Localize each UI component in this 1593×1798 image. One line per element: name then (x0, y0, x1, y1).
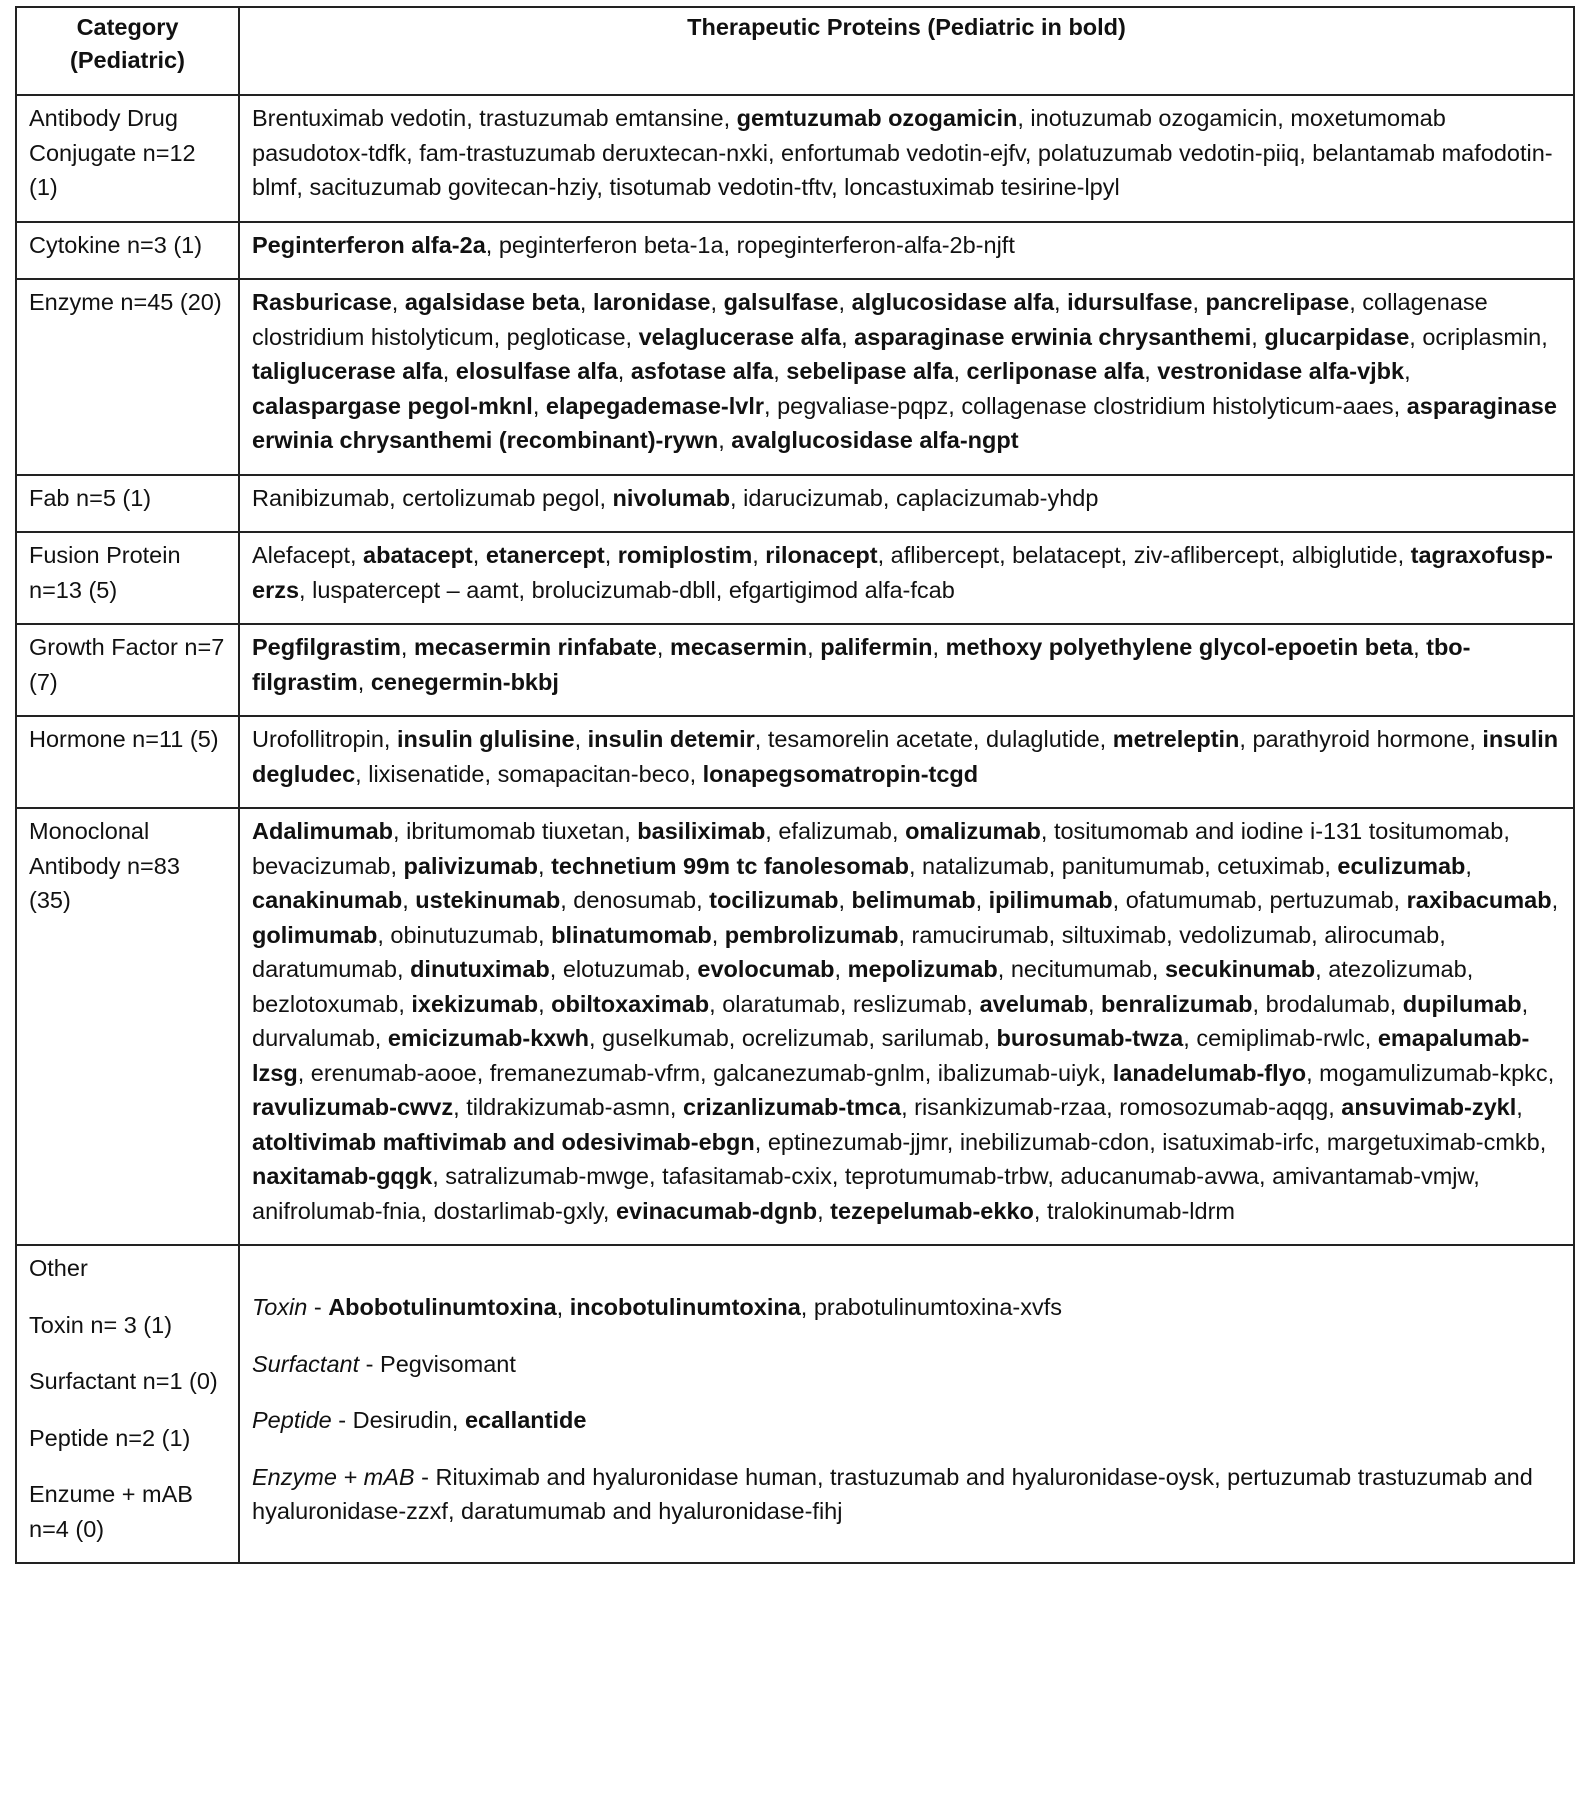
protein-name: Pegfilgrastim (252, 634, 401, 660)
protein-name: certolizumab pegol (402, 484, 600, 511)
table-row-fab (16, 475, 1574, 533)
protein-name: pegvaliase-pqpz (777, 392, 949, 419)
protein-name: daratumumab (252, 956, 397, 982)
protein-name: natalizumab (922, 852, 1049, 879)
protein-name: sebelipase alfa (786, 358, 954, 384)
table-row-fusion-protein (16, 532, 1574, 624)
proteins-cell: Alefacept, abatacept, etanercept, romiplostim, rilonacept, aflibercept, belatacept, ziv-aflibercept, albiglutide, tagraxofusp-erzs, luspatercept – aamt, brolucizumab-dbll, efgartigimod alfa-fcab (239, 532, 1574, 624)
protein-name: necitumumab (1010, 956, 1152, 982)
category-cell: Cytokine n=3 (1) (16, 222, 239, 280)
protein-name: siltuximab (1061, 921, 1167, 948)
group-label: Toxin (252, 1294, 308, 1320)
other-group-toxin: Toxin - Abobotulinumtoxina, incobotulinumtoxina, prabotulinumtoxina-xvfs (252, 1294, 1063, 1320)
protein-name: satralizumab-mwge (445, 1163, 649, 1189)
toxin-category-label: Toxin n= 3 (1) (29, 1311, 173, 1338)
protein-name: Desirudin (352, 1407, 452, 1433)
protein-name: Urofollitropin (252, 726, 384, 752)
protein-name: loncastuximab tesirine-lpyl (844, 174, 1120, 200)
protein-name: agalsidase beta (404, 289, 580, 315)
protein-name: isatuximab-irfc (1162, 1128, 1314, 1155)
protein-name: insulin degludec (252, 726, 1559, 787)
protein-name: teprotumumab-trbw (844, 1163, 1048, 1189)
protein-name: vestronidase alfa-vjbk (1157, 358, 1405, 384)
category-cell-other (16, 1245, 239, 1563)
protein-name: nivolumab (612, 484, 731, 511)
protein-name: margetuximab-cmkb (1326, 1128, 1540, 1155)
protein-name: albiglutide (1291, 542, 1398, 568)
protein-name: elotuzumab (562, 956, 685, 982)
protein-name: pegloticase (506, 323, 626, 350)
proteins-cell: Urofollitropin, insulin glulisine, insulin detemir, tesamorelin acetate, dulaglutide, metreleptin, parathyroid hormone, insulin degludec, lixisenatide, somapacitan-beco, lonapegsomatropin-tcgd (239, 716, 1574, 808)
protein-name: alirocumab (1324, 921, 1440, 948)
protein-name: palivizumab (403, 852, 539, 879)
other-group-surfactant: Surfactant - Pegvisomant (252, 1350, 516, 1377)
protein-name: trastuzumab and hyaluronidase-oysk (830, 1463, 1215, 1490)
protein-name: calaspargase pegol-mknl (252, 392, 533, 419)
protein-name: olaratumab (722, 990, 840, 1017)
protein-name: pertuzumab (1269, 887, 1394, 913)
protein-name: inebilizumab-cdon (959, 1128, 1150, 1155)
protein-name: galcanezumab-gnlm (713, 1059, 925, 1086)
protein-name: tbo-filgrastim (252, 634, 1471, 695)
protein-name: benralizumab (1101, 990, 1253, 1017)
protein-name: asparaginase erwinia chrysanthemi (recombinant)-rywn (252, 392, 1557, 453)
protein-name: alglucosidase alfa (851, 289, 1055, 315)
protein-name: moxetumomab pasudotox-tdfk (252, 105, 1446, 166)
other-groups (252, 1251, 1563, 1529)
protein-name: lanadelumab-flyo (1112, 1059, 1307, 1086)
protein-name: guselkumab (602, 1025, 729, 1051)
protein-name: efalizumab (778, 818, 893, 844)
protein-name: palifermin (820, 634, 933, 660)
protein-name: Alefacept (252, 542, 350, 568)
protein-name: peginterferon beta-1a (498, 231, 724, 258)
proteins-cell: Adalimumab, ibritumomab tiuxetan, basiliximab, efalizumab, omalizumab, tositumomab and iodine i-131 tositumomab, bevacizumab, palivizumab, technetium 99m tc fanolesomab, natalizumab, panitumumab, cetuximab, eculizumab, canakinumab, ustekinumab, denosumab, tocilizumab, belimumab, ipilimumab, ofatumumab, pertuzumab, raxibacumab, golimumab, obinutuzumab, blinatumomab, pembrolizumab, ramucirumab, siltuximab, vedolizumab, alirocumab, daratumumab, dinutuximab, elotuzumab, evolocumab, mepolizumab, necitumumab, secukinumab, atezolizumab, bezlotoxumab, ixekizumab, obiltoxaximab, olaratumab, reslizumab, avelumab, benralizumab, brodalumab, dupilumab, durvalumab, emicizumab-kxwh, guselkumab, ocrelizumab, sarilumab, burosumab-twza, cemiplimab-rwlc, emapalumab-lzsg, erenumab-aooe, fremanezumab-vfrm, galcanezumab-gnlm, ibalizumab-uiyk, lanadelumab-flyo, mogamulizumab-kpkc, ravulizumab-cwvz, tildrakizumab-asmn, crizanlizumab-tmca, risankizumab-rzaa, romosozumab-aqqg, ansuvimab-zykl, atoltivimab maftivimab and odesivimab-ebgn, eptinezumab-jjmr, inebilizumab-cdon, isatuximab-irfc, margetuximab-cmkb, naxitamab-gqgk, satralizumab-mwge, tafasitamab-cxix, teprotumumab-trbw, aducanumab-avwa, amivantamab-vmjw, anifrolumab-fnia, dostarlimab-gxly, evinacumab-dgnb, tezepelumab-ekko, tralokinumab-ldrm (239, 808, 1574, 1245)
header-row (16, 7, 1574, 95)
protein-name: avelumab (979, 990, 1088, 1017)
protein-name: technetium 99m tc fanolesomab (551, 852, 909, 879)
protein-name: risankizumab-rzaa (914, 1094, 1107, 1120)
protein-name: cenegermin-bkbj (370, 668, 559, 695)
protein-name: mecasermin (669, 634, 808, 660)
protein-name: blinatumomab (551, 921, 712, 948)
protein-name: tezepelumab-ekko (830, 1197, 1034, 1224)
protein-name: pancrelipase (1205, 289, 1350, 315)
protein-name: idursulfase (1067, 289, 1193, 315)
protein-name: eptinezumab-jjmr (767, 1128, 947, 1155)
protein-name: eculizumab (1337, 852, 1466, 879)
proteins-cell: Ranibizumab, certolizumab pegol, nivolumab, idarucizumab, caplacizumab-yhdp (239, 475, 1574, 533)
protein-name: cetuximab (1217, 852, 1325, 879)
protein-name: secukinumab (1164, 956, 1316, 982)
protein-name: polatuzumab vedotin-piiq (1037, 139, 1300, 166)
protein-name: tralokinumab-ldrm (1046, 1197, 1235, 1224)
protein-name: Abobotulinumtoxina (328, 1294, 557, 1320)
protein-name: velaglucerase alfa (638, 323, 842, 350)
protein-name: amivantamab-vmjw (1272, 1163, 1474, 1189)
protein-name: reslizumab (852, 990, 967, 1017)
protein-name: emapalumab-lzsg (252, 1025, 1530, 1086)
protein-name: aducanumab-avwa (1060, 1163, 1259, 1189)
other-group-enzyme-mab: Enzyme + mAB - Rituximab and hyaluronidase human, trastuzumab and hyaluronidase-oysk, pertuzumab trastuzumab and hyaluronidase-zzxf, daratumumab and hyaluronidase-fihj (252, 1463, 1533, 1524)
protein-name: ocrelizumab (741, 1025, 869, 1051)
protein-name: collagenase clostridium histolyticum-aaes (961, 392, 1394, 419)
protein-name: erenumab-aooe (310, 1059, 477, 1086)
category-cell: Antibody Drug Conjugate n=12 (1) (16, 95, 239, 222)
category-cell: Monoclonal Antibody n=83 (35) (16, 808, 239, 1245)
protein-name: tisotumab vedotin-tftv (609, 174, 832, 200)
protein-name: ibalizumab-uiyk (937, 1059, 1100, 1086)
protein-name: burosumab-twza (996, 1025, 1184, 1051)
protein-name: rilonacept (765, 542, 878, 568)
protein-name: caplacizumab-yhdp (895, 484, 1099, 511)
group-label: Surfactant (252, 1350, 360, 1377)
protein-name: evinacumab-dgnb (615, 1197, 818, 1224)
protein-name: anifrolumab-fnia (252, 1197, 421, 1224)
proteins-cell: Pegfilgrastim, mecasermin rinfabate, mecasermin, palifermin, methoxy polyethylene glycol-epoetin beta, tbo-filgrastim, cenegermin-bkbj (239, 624, 1574, 716)
table-row-other (16, 1245, 1574, 1563)
protein-name: tildrakizumab-asmn (466, 1094, 670, 1120)
protein-name: romosozumab-aqqg (1119, 1094, 1329, 1120)
protein-name: Brentuximab vedotin (252, 105, 467, 131)
protein-name: sacituzumab govitecan-hziy (309, 174, 597, 200)
protein-name: Pegvisomant (380, 1350, 516, 1377)
protein-name: lonapegsomatropin-tcgd (702, 760, 979, 787)
protein-name: mecasermin rinfabate (413, 634, 657, 660)
protein-name: tositumomab and iodine i-131 tositumomab (1053, 818, 1504, 844)
table-row-antibody-drug-conjugate (16, 95, 1574, 222)
protein-name: avalglucosidase alfa-ngpt (731, 427, 1019, 453)
group-label: Enzyme + mAB (252, 1463, 415, 1490)
protein-name: etanercept (485, 542, 605, 568)
protein-name: fam-trastuzumab deruxtecan-nxki (419, 139, 768, 166)
category-cell: Enzyme n=45 (20) (16, 279, 239, 475)
proteins-cell: Peginterferon alfa-2a, peginterferon beta-1a, ropeginterferon-alfa-2b-njft (239, 222, 1574, 280)
protein-name: Rasburicase (252, 289, 392, 315)
protein-name: cerliponase alfa (966, 358, 1145, 384)
protein-name: idarucizumab (743, 484, 883, 511)
protein-name: mogamulizumab-kpkc (1319, 1059, 1548, 1086)
protein-name: pembrolizumab (724, 921, 899, 948)
protein-name: ecallantide (464, 1407, 587, 1433)
table-row-monoclonal-antibody (16, 808, 1574, 1245)
protein-name: parathyroid hormone (1252, 726, 1470, 752)
therapeutic-proteins-table (15, 6, 1575, 1564)
protein-name: ziv-aflibercept (1133, 542, 1279, 568)
protein-name: durvalumab (252, 1025, 375, 1051)
protein-name: brodalumab (1265, 990, 1390, 1017)
proteins-cell-other (239, 1245, 1574, 1563)
protein-name: Rituximab and hyaluronidase human (435, 1463, 817, 1490)
protein-name: insulin glulisine (396, 726, 575, 752)
protein-name: vedolizumab (1179, 921, 1312, 948)
protein-name: dinutuximab (410, 956, 550, 982)
protein-name: belantamab mafodotin-blmf (252, 139, 1553, 200)
table-row-growth-factor (16, 624, 1574, 716)
table-row-cytokine (16, 222, 1574, 280)
protein-name: ofatumumab (1125, 887, 1257, 913)
protein-name: bezlotoxumab (252, 990, 399, 1017)
protein-name: somapacitan-beco (497, 760, 690, 787)
protein-name: raxibacumab (1406, 887, 1552, 913)
protein-name: pertuzumab trastuzumab and hyaluronidase-zzxf (252, 1463, 1533, 1524)
protein-name: crizanlizumab-tmca (682, 1094, 902, 1120)
protein-name: Ranibizumab (252, 484, 390, 511)
protein-name: incobotulinumtoxina (569, 1294, 801, 1320)
category-cell: Hormone n=11 (5) (16, 716, 239, 808)
protein-name: sarilumab (881, 1025, 984, 1051)
protein-name: lixisenatide (368, 760, 485, 787)
protein-name: bevacizumab (252, 852, 391, 879)
protein-name: asparaginase erwinia chrysanthemi (854, 323, 1252, 350)
protein-name: cemiplimab-rwlc (1196, 1025, 1365, 1051)
protein-name: mepolizumab (847, 956, 998, 982)
peptide-category-label: Peptide n=2 (1) (29, 1424, 191, 1451)
protein-name: tagraxofusp-erzs (252, 542, 1553, 603)
protein-name: collagenase clostridium histolyticum (252, 289, 1488, 350)
protein-name: tafasitamab-cxix (662, 1163, 832, 1189)
protein-name: denosumab (573, 887, 697, 913)
protein-name: obiltoxaximab (551, 990, 710, 1017)
protein-name: fremanezumab-vfrm (489, 1059, 701, 1086)
protein-name: Peginterferon alfa-2a (252, 231, 486, 258)
protein-name: ustekinumab (415, 887, 561, 913)
protein-name: trastuzumab emtansine (479, 105, 724, 131)
protein-name: taliglucerase alfa (252, 358, 443, 384)
protein-name: ansuvimab-zykl (1341, 1094, 1517, 1120)
group-label: Peptide (252, 1407, 332, 1433)
protein-name: galsulfase (723, 289, 839, 315)
protein-name: ibritumomab tiuxetan (406, 818, 625, 844)
protein-name: golimumab (252, 921, 378, 948)
protein-name: methoxy polyethylene glycol-epoetin beta (945, 634, 1414, 660)
protein-name: naxitamab-gqgk (252, 1163, 433, 1189)
proteins-cell: Rasburicase, agalsidase beta, laronidase, galsulfase, alglucosidase alfa, idursulfase, pancrelipase, collagenase clostridium histolyticum, pegloticase, velaglucerase alfa, asparaginase erwinia chrysanthemi, glucarpidase, ocriplasmin, taliglucerase alfa, elosulfase alfa, asfotase alfa, sebelipase alfa, cerliponase alfa, vestronidase alfa-vjbk, calaspargase pegol-mknl, elapegademase-lvlr, pegvaliase-pqpz, collagenase clostridium histolyticum-aaes, asparaginase erwinia chrysanthemi (recombinant)-rywn, avalglucosidase alfa-ngpt (239, 279, 1574, 475)
protein-name: evolocumab (697, 956, 835, 982)
other-category-label: Other (29, 1255, 88, 1281)
protein-name: panitumumab (1061, 852, 1205, 879)
protein-name: glucarpidase (1264, 323, 1410, 350)
protein-name: daratumumab and hyaluronidase-fihj (461, 1498, 843, 1524)
proteins-cell: Brentuximab vedotin, trastuzumab emtansine, gemtuzumab ozogamicin, inotuzumab ozogamicin, moxetumomab pasudotox-tdfk, fam-trastuzumab deruxtecan-nxki, enfortumab vedotin-ejfv, polatuzumab vedotin-piiq, belantamab mafodotin-blmf, sacituzumab govitecan-hziy, tisotumab vedotin-tftv, loncastuximab tesirine-lpyl (239, 95, 1574, 222)
category-cell: Fusion Protein n=13 (5) (16, 532, 239, 624)
protein-name: ravulizumab-cwvz (252, 1094, 454, 1120)
protein-name: laronidase (592, 289, 711, 315)
protein-name: brolucizumab-dbll (531, 576, 716, 603)
protein-name: abatacept (363, 542, 473, 568)
other-group-peptide: Peptide - Desirudin, ecallantide (252, 1407, 587, 1433)
protein-name: tesamorelin acetate (767, 726, 973, 752)
protein-name: tocilizumab (709, 887, 839, 913)
protein-name: dulaglutide (985, 726, 1100, 752)
table-row-enzyme (16, 279, 1574, 475)
protein-name: ipilimumab (988, 887, 1113, 913)
protein-name: obinutuzumab (390, 921, 539, 948)
protein-name: canakinumab (252, 887, 403, 913)
surfactant-category-label: Surfactant n=1 (0) (29, 1368, 218, 1394)
protein-name: romiplostim (617, 542, 753, 568)
protein-name: emicizumab-kxwh (387, 1025, 589, 1051)
protein-name: inotuzumab ozogamicin (1030, 105, 1278, 131)
protein-name: prabotulinumtoxina-xvfs (813, 1294, 1063, 1320)
protein-name: aflibercept (890, 542, 1000, 568)
protein-name: asfotase alfa (630, 358, 774, 384)
protein-name: efgartigimod alfa-fcab (728, 576, 955, 603)
protein-name: elosulfase alfa (455, 358, 618, 384)
protein-name: ramucirumab (911, 921, 1049, 948)
enzyme-mab-category-label: Enzume + mAB n=4 (0) (29, 1481, 193, 1542)
protein-name: metreleptin (1112, 726, 1240, 752)
category-cell: Fab n=5 (1) (16, 475, 239, 533)
protein-name: dostarlimab-gxly (433, 1197, 603, 1224)
protein-name: insulin detemir (587, 726, 755, 752)
protein-name: Adalimumab (252, 818, 394, 844)
protein-name: ocriplasmin (1422, 323, 1542, 350)
protein-name: enfortumab vedotin-ejfv (781, 139, 1025, 166)
protein-name: ixekizumab (411, 990, 539, 1017)
header-proteins: Therapeutic Proteins (Pediatric in bold) (239, 7, 1574, 95)
protein-name: basiliximab (637, 818, 766, 844)
protein-name: gemtuzumab ozogamicin (736, 105, 1018, 131)
protein-name: ropeginterferon-alfa-2b-njft (736, 231, 1015, 258)
protein-name: elapegademase-lvlr (545, 392, 765, 419)
protein-name: belatacept (1012, 542, 1121, 568)
protein-name: dupilumab (1402, 990, 1522, 1017)
protein-name: omalizumab (905, 818, 1041, 844)
protein-name: belimumab (851, 887, 976, 913)
table-row-hormone (16, 716, 1574, 808)
category-cell: Growth Factor n=7 (7) (16, 624, 239, 716)
header-category: Category (Pediatric) (16, 7, 239, 95)
protein-name: luspatercept – aamt (312, 576, 519, 603)
protein-name: atoltivimab maftivimab and odesivimab-ebgn (252, 1128, 755, 1155)
protein-name: atezolizumab (1328, 956, 1467, 982)
